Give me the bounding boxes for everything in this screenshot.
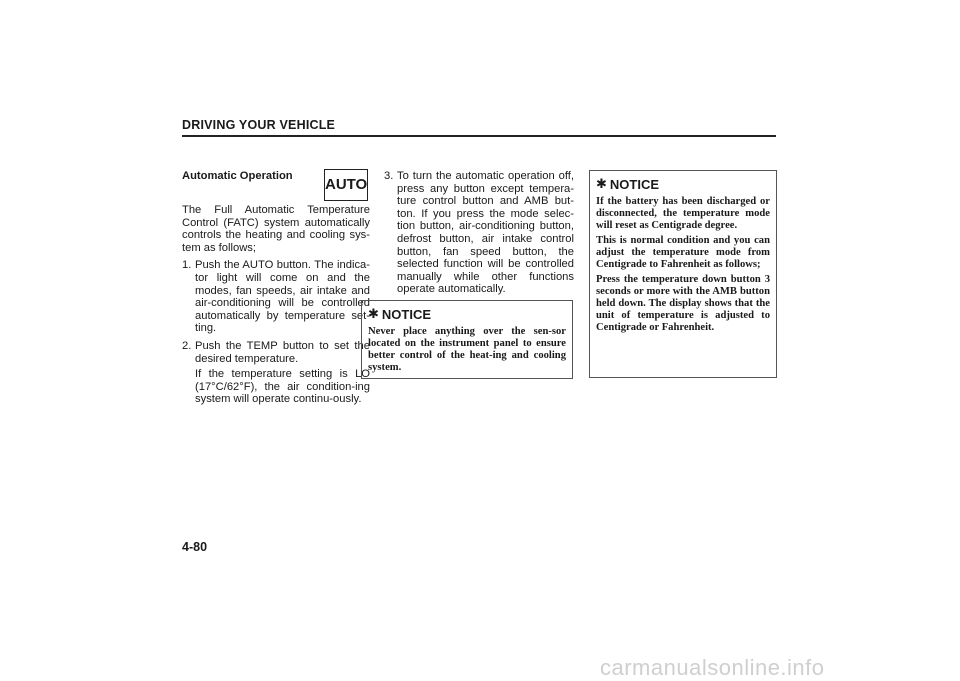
list-number: 3. xyxy=(384,170,394,182)
site-watermark: carmanualsonline.info xyxy=(600,655,825,680)
asterisk-icon: ✱ xyxy=(596,176,607,191)
list-text: To turn the automatic operation off, press any button except tempera-ture control button and AMB but-ton. If you press the mode selec-tion button, air-conditioning button, defrost button, air intake control button, fan speed button, the selected function will be controlled manually while other functions operate automatically. xyxy=(397,170,574,296)
notice-paragraph: If the battery has been discharged or disconnected, the temperature mode will reset as Centigrade degree. xyxy=(596,196,770,231)
notice-box-sensor xyxy=(361,300,573,379)
subsection-heading: Automatic Operation xyxy=(182,170,293,182)
page-number: 4-80 xyxy=(182,540,208,554)
notice-paragraph: Never place anything over the sen-sor located on the instrument panel to ensure better control of the heat-ing and cooling system. xyxy=(368,326,566,373)
list-text: Push the TEMP button to set the desired temperature. xyxy=(195,339,370,365)
notice-heading xyxy=(596,176,770,192)
notice-paragraph: This is normal condition and you can adjust the temperature mode from Centigrade to Fahrenheit as follows; xyxy=(596,235,770,270)
auto-button-icon: AUTO xyxy=(324,169,368,201)
notice-box-battery xyxy=(589,170,777,378)
header-divider xyxy=(182,135,776,137)
page-header xyxy=(182,118,776,137)
notice-paragraph: Press the temperature down button 3 seconds or more with the AMB button held down. The display shows that the unit of temperature is adjusted to Centigrade or Fahrenheit. xyxy=(596,274,770,333)
column-middle xyxy=(384,170,574,301)
notice-title: NOTICE xyxy=(609,176,660,192)
list-number: 1. xyxy=(182,259,192,272)
list-item-1 xyxy=(182,259,370,335)
list-text: Push the AUTO button. The indica-tor light will come on and the modes, fan speeds, air intake and air-conditioning will be controlled automatically by temperature set-ting. xyxy=(195,259,370,335)
notice-body xyxy=(368,326,566,374)
notice-body xyxy=(596,196,770,334)
list-item-2 xyxy=(182,340,370,365)
list-item-3 xyxy=(384,170,574,296)
column-left xyxy=(182,170,370,406)
intro-paragraph: The Full Automatic Temperature Control (FATC) system automatically controls the heating and cooling sys-tem as follows; xyxy=(182,204,370,254)
step2-note: If the temperature setting is LO (17°C/62°F), the air condition-ing system will operate continu-ously. xyxy=(195,368,370,406)
asterisk-icon: ✱ xyxy=(368,306,379,321)
list-number: 2. xyxy=(182,339,192,352)
notice-heading xyxy=(368,306,566,322)
section-title: DRIVING YOUR VEHICLE xyxy=(182,118,336,132)
notice-title: NOTICE xyxy=(381,306,432,322)
